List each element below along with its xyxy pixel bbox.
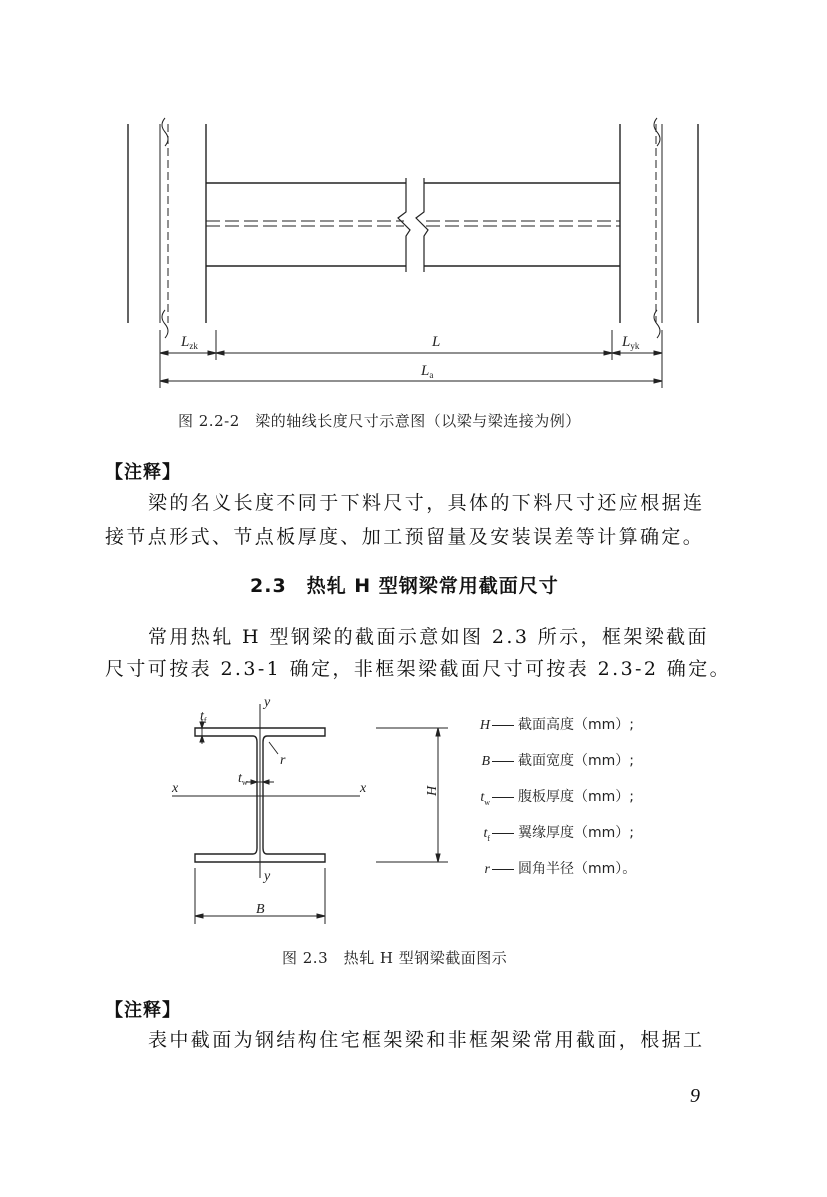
legend-row-b: B 截面宽度（mm）;: [481, 753, 634, 769]
figure2-caption: 图 2.3 热轧 H 型钢梁截面图示: [282, 949, 508, 967]
note1-line1: 梁的名义长度不同于下料尺寸，具体的下料尺寸还应根据连: [148, 492, 705, 514]
label-r: r: [280, 753, 286, 768]
note2-heading: 【注释】: [105, 1000, 181, 1021]
note1-line2: 接节点形式、节点板厚度、加工预留量及安装误差等计算确定。: [105, 526, 705, 548]
left-column: [128, 118, 206, 338]
note2-line1: 表中截面为钢结构住宅框架梁和非框架梁常用截面，根据工: [148, 1029, 705, 1051]
right-column: [620, 118, 698, 338]
figure1-caption: 图 2.2-2 梁的轴线长度尺寸示意图（以梁与梁连接为例）: [178, 412, 581, 430]
note1-heading: 【注释】: [105, 462, 181, 483]
body-line2: 尺寸可按表 2.3-1 确定，非框架梁截面尺寸可按表 2.3-2 确定。: [105, 658, 732, 680]
beam-axis-diagram: [0, 0, 827, 400]
label-h: H: [425, 785, 440, 796]
label-b: B: [256, 902, 265, 917]
page-number: 9: [690, 1085, 700, 1107]
label-y-top: y: [264, 695, 271, 710]
label-tf: $t_f$: [200, 709, 207, 725]
legend-row-h: H 截面高度（mm）;: [479, 717, 634, 733]
dimension-lines: [160, 330, 662, 388]
legend-row-tw: $t_w$ 腹板厚度（mm）;: [480, 789, 634, 807]
label-x-left: x: [172, 781, 179, 796]
figure-beam-axis-length: [0, 0, 827, 400]
body-line1: 常用热轧 H 型钢梁的截面示意如图 2.3 所示，框架梁截面: [148, 626, 709, 648]
label-x-right: x: [360, 781, 367, 796]
label-la: $L_a$: [421, 363, 434, 380]
beam: [206, 178, 620, 272]
label-lzk: $L_{zk}$: [181, 334, 198, 351]
label-tw: $t_w$: [238, 771, 248, 787]
section-axes: [172, 704, 448, 924]
label-lyk: $L_{yk}$: [622, 334, 640, 351]
label-l: L: [432, 334, 441, 350]
section-heading: 2.3 热轧 H 型钢梁常用截面尺寸: [250, 575, 559, 597]
label-y-bottom: y: [264, 869, 271, 884]
legend-row-tf: $t_f$ 翼缘厚度（mm）;: [483, 825, 634, 843]
legend-row-r: r 圆角半径（mm）。: [484, 861, 637, 877]
